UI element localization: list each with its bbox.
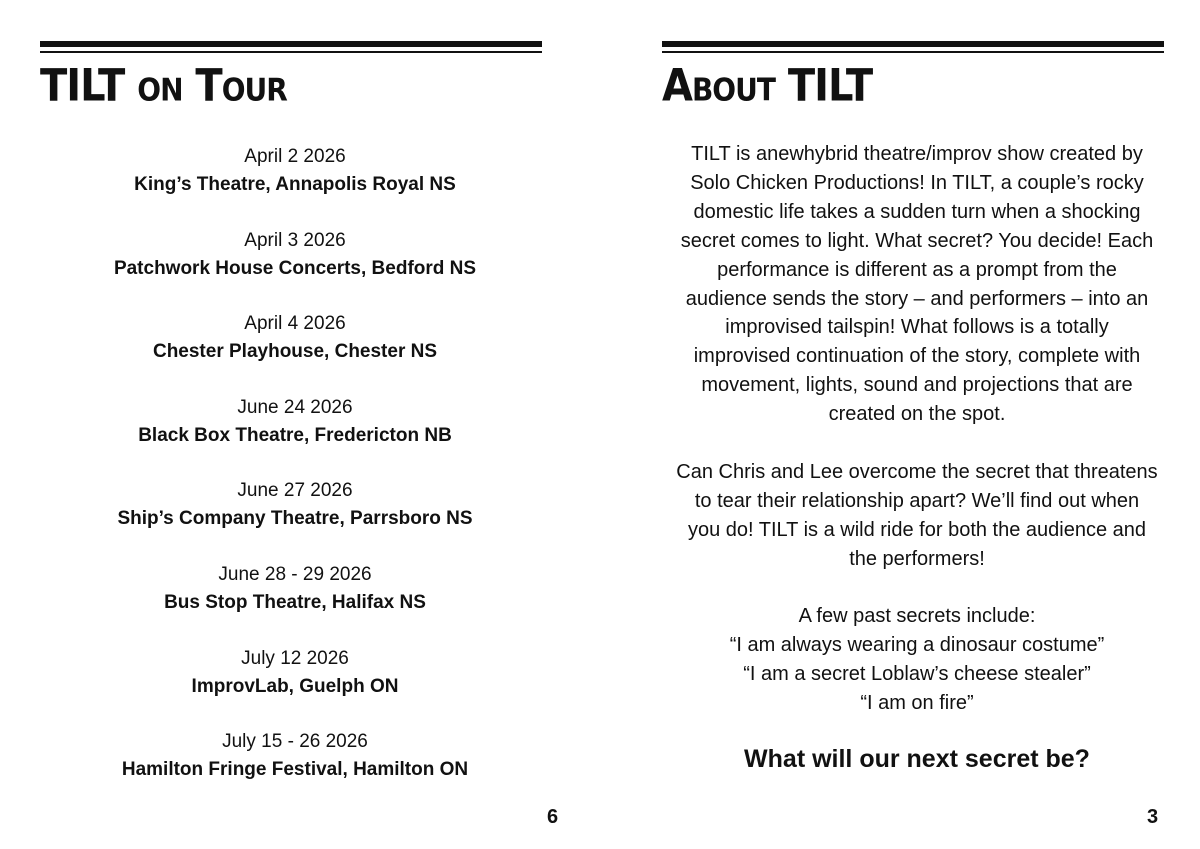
tour-stop (40, 645, 550, 701)
secret-quote: “I am on fire” (860, 692, 974, 715)
tour-stop (40, 394, 550, 450)
title-words-on-tour: on Tour (137, 60, 287, 112)
tour-stop (40, 728, 550, 784)
text-line: improvised continuation of the story, complete with (693, 345, 1141, 368)
past-secrets (660, 602, 1174, 718)
secret-quote: “I am a secret Loblaw’s cheese stealer” (743, 663, 1091, 686)
text-line: secret comes to light. What secret? You decide! Each (680, 229, 1154, 252)
secret-quote: “I am always wearing a dinosaur costume” (729, 634, 1105, 657)
title-word-tilt: TILT (40, 60, 125, 112)
page-title-tour (40, 60, 287, 112)
tour-date: June 28 - 29 2026 (218, 563, 372, 585)
header-rule-thin (40, 51, 542, 53)
header-rule-thick (40, 41, 542, 47)
text-line: TILT is anewhybrid theatre/improv show created by (691, 143, 1143, 165)
page-number: 3 (1147, 806, 1159, 828)
tour-venue: Hamilton Fringe Festival, Hamilton ON (121, 759, 469, 781)
text-line: improvised tailspin! What follows is a totally (725, 316, 1109, 339)
header-rule-thick (662, 41, 1164, 47)
page-number: 6 (547, 806, 559, 828)
text-line: Solo Chicken Productions! In TILT, a couple’s rocky (690, 171, 1144, 194)
text-line: created on the spot. (828, 403, 1006, 426)
tour-venue: ImprovLab, Guelph ON (191, 675, 399, 697)
about-paragraph-question (660, 458, 1174, 574)
tour-venue: King’s Theatre, Annapolis Royal NS (134, 174, 456, 195)
tour-date: April 3 2026 (244, 229, 346, 251)
tour-stop (40, 310, 550, 366)
text-line: you do! TILT is a wild ride for both the audience and (687, 518, 1147, 541)
tour-venue: Patchwork House Concerts, Bedford NS (113, 257, 477, 279)
secrets-intro: A few past secrets include: (798, 605, 1036, 628)
tour-date: April 4 2026 (244, 313, 346, 335)
page-title-about (662, 60, 872, 112)
tour-stop (40, 477, 550, 533)
text-line: audience sends the story – and performers – into an (685, 287, 1149, 310)
tour-date: April 2 2026 (244, 146, 346, 167)
text-line: domestic life takes a sudden turn when a shocking (693, 200, 1141, 223)
closing-question: What will our next secret be? (744, 745, 1090, 773)
tour-date: July 15 - 26 2026 (222, 731, 368, 753)
tour-date: July 12 2026 (241, 647, 349, 669)
tour-stop (40, 561, 550, 617)
tour-stop (40, 143, 550, 199)
tour-stop (40, 227, 550, 283)
tour-schedule (40, 143, 550, 812)
tour-venue: Black Box Theatre, Fredericton NB (138, 424, 452, 446)
text-line: Can Chris and Lee overcome the secret that threatens (676, 460, 1158, 483)
tour-venue: Bus Stop Theatre, Halifax NS (164, 591, 426, 613)
tour-venue: Ship’s Company Theatre, Parrsboro NS (117, 508, 473, 530)
about-text (660, 140, 1174, 747)
text-line: the performers! (849, 547, 985, 570)
about-paragraph-intro (660, 140, 1174, 429)
title-word-about: About (662, 60, 775, 112)
text-line: performance is different as a prompt from the (717, 258, 1117, 281)
title-word-tilt: TILT (787, 60, 873, 112)
tour-date: June 27 2026 (237, 480, 353, 502)
text-line: movement, lights, sound and projections that are (701, 374, 1133, 397)
tour-date: June 24 2026 (237, 396, 353, 418)
tour-venue: Chester Playhouse, Chester NS (152, 341, 438, 363)
text-line: to tear their relationship apart? We’ll find out when (694, 489, 1140, 512)
header-rule-thin (662, 51, 1164, 53)
